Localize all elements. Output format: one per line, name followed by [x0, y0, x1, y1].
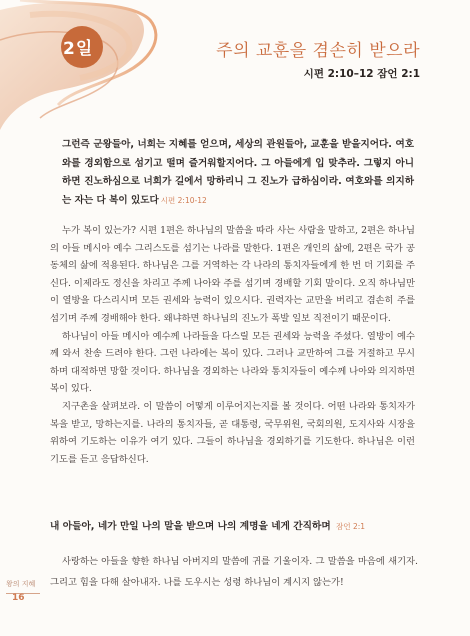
- proverb-text: 내 아들아, 네가 만일 나의 말을 받으며 나의 계명을 네게 간직하며: [50, 521, 331, 532]
- intro-scripture: [62, 136, 414, 210]
- day-label: 2일: [63, 39, 94, 59]
- page-number: 16: [12, 593, 25, 603]
- proverb-verse: [50, 518, 420, 532]
- body-paragraph-2: 하나님이 아들 메시아 예수께 나라들을 다스릴 모든 권세와 능력을 주셨다. 열방이 예수께 와서 찬송 드려야 한다. 그런 나라에는 복이 있다. 그러나 교만하여 그를 거절하고 무시하며 대적하면 망할 것이다. 하나님을 경외하는 나라와 통치자들이 예수께 나아와 의지하면 복이 있다.: [50, 330, 415, 395]
- intro-citation: 시편 2:10-12: [160, 195, 207, 205]
- intro-text: 그런즉 군왕들아, 너희는 지혜를 얻으며, 세상의 관원들아, 교훈을 받을지어다. 여호와를 경외함으로 섬기고 떨며 즐거워할지어다. 그 아들에게 입 맞추라. 그렇지 아니하면 진노하심으로 너희가 길에서 망하리니 그 진노가 급하심이라. 여호와를 의지하는 자는 다 복이 있도다: [62, 139, 414, 206]
- devotional-body: [50, 222, 415, 468]
- book-title: 왕의 지혜: [6, 579, 40, 594]
- body-paragraph-1: 누가 복이 있는가? 시편 1편은 하나님의 말씀을 따라 사는 사람을 말하고, 2편은 하나님의 아들 메시아 예수 그리스도를 섬기는 나라를 말한다. 1편은 개인의 삶에, 2편은 국가 공동체의 삶에 적용된다. 하나님은 그를 거역하는 각 나라의 통치자들에게 한 번 더 기회를 주신다. 이제라도 정신을 차리고 주께 나아와 주를 섬기며 경배할 기회 말이다. 오직 하나님만이 열방을 다스리시며 모든 권세와 능력이 있으시다. 권력자는 교만을 버리고 겸손히 주를 섬기며 주께 경배해야 한다. 왜냐하면 하나님의 진노가 폭발 일보 직전이기 때문이다.: [50, 225, 415, 324]
- page-title: 주의 교훈을 겸손히 받으라: [216, 41, 420, 61]
- decorative-swirl: [0, 0, 175, 140]
- scripture-reference: 시편 2:10–12 잠언 2:1: [303, 68, 420, 80]
- body-paragraph-3: 지구촌을 살펴보라. 이 말씀이 어떻게 이루어지는지를 볼 것이다. 어떤 나라와 통치자가 복을 받고, 망하는지를. 나라의 통치자들, 곧 대통령, 국무위원, 국회의원, 도지사와 시장을 위하여 기도하는 이유가 여기 있다. 그들이 하나님을 경외하기를 기도한다. 하나님은 이런 기도를 듣고 응답하신다.: [50, 400, 415, 465]
- closing-prayer: 사랑하는 아들을 향한 하나님 아버지의 말씀에 귀를 기울이자. 그 말씀을 마음에 새기자. 그리고 힘을 다해 살아내자. 나를 도우시는 성령 하나님이 계시지 않는가!: [50, 556, 418, 588]
- proverb-citation: 잠언 2:1: [336, 522, 366, 531]
